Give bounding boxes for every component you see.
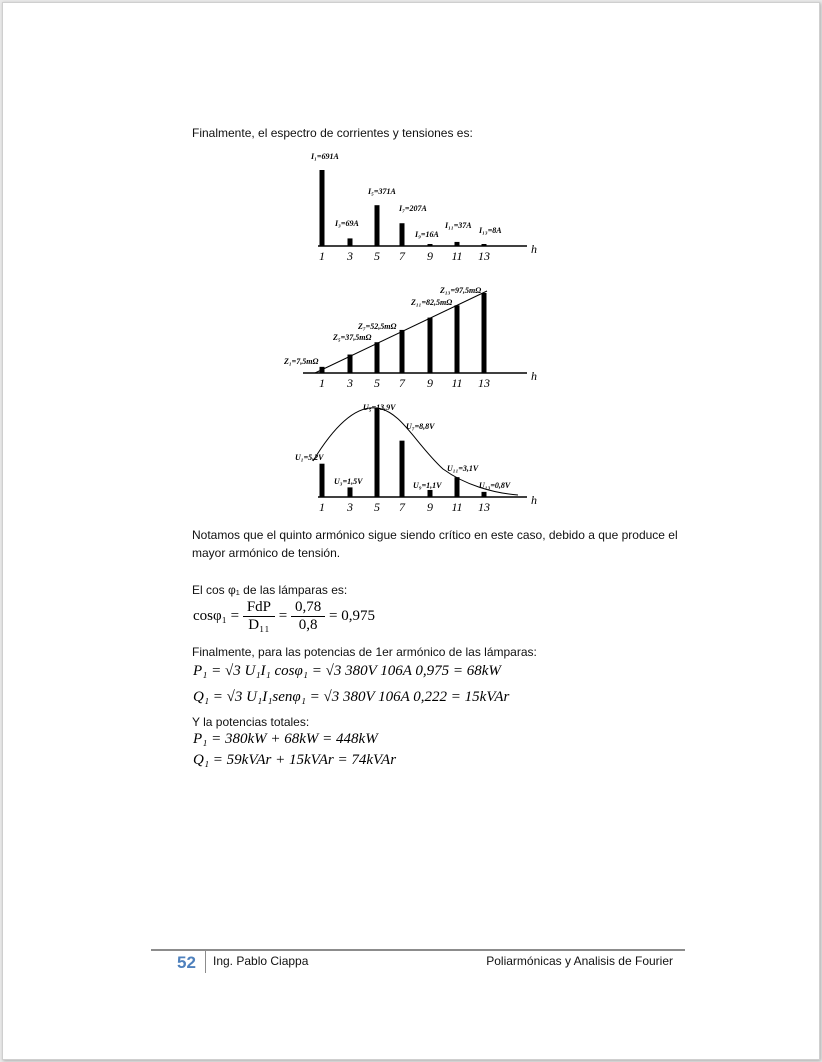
current-tick-label: 3: [347, 249, 353, 263]
footer-author: Ing. Pablo Ciappa: [213, 954, 309, 968]
current-tick-label: 1: [319, 249, 325, 263]
voltage-bar-h5: [375, 408, 380, 497]
total-intro: Y la potencias totales:: [192, 715, 310, 729]
label-i3: I₃=69A: [335, 219, 359, 228]
value-fraction: [291, 599, 325, 634]
current-bar-h3: [348, 238, 353, 246]
intro-text: Finalmente, el espectro de corrientes y tensiones es:: [192, 126, 473, 140]
value-denominator: 0,8: [298, 617, 318, 633]
note-line-1: Notamos que el quinto armónico sigue siendo crítico en este caso, debido a que produce el: [192, 528, 678, 542]
footer-divider: [151, 949, 685, 951]
impedance-bar-h3: [348, 355, 353, 373]
footer-separator: [205, 951, 206, 973]
voltage-tick-label: 11: [451, 500, 463, 514]
note-line-2: mayor armónico de tensión.: [192, 546, 341, 560]
qt-equation: Q₁ = 59kVAr + 15kVAr = 74kVAr: [193, 752, 397, 768]
current-spectrum-chart: [310, 152, 537, 263]
label-u3: U₃=1,5V: [334, 477, 363, 486]
pt-equation: P₁ = 380kW + 68kW = 448kW: [193, 731, 378, 747]
label-z7: Z₇=52,5mΩ: [358, 322, 397, 331]
footer-title: Poliarmónicas y Analisis de Fourier: [486, 954, 673, 968]
voltage-tick-label: 9: [427, 500, 433, 514]
label-u13: U₁₃=0,8V: [479, 481, 511, 490]
impedance-bar-h1: [320, 367, 325, 373]
label-u9: U₉=1,1V: [413, 481, 442, 490]
impedance-bar-h7: [400, 330, 405, 373]
cos-equation: [193, 599, 375, 634]
impedance-bar-h5: [375, 342, 380, 373]
value-numerator: 0,78: [291, 599, 325, 617]
q1-equation: Q₁ = √3 U₁I₁senφ₁ = √3 380V 106A 0,222 = 15kVAr: [193, 689, 510, 705]
label-i7: I₇=207A: [399, 204, 427, 213]
label-i11: I₁₁=37A: [445, 221, 472, 230]
voltage-bar-h9: [428, 490, 433, 497]
impedance-tick-label: 13: [478, 376, 490, 390]
voltage-tick-label: 3: [347, 500, 353, 514]
cos-result: = 0,975: [329, 607, 375, 624]
impedance-tick-label: 5: [374, 376, 380, 390]
power-intro: Finalmente, para las potencias de 1er armónico de las lámparas:: [192, 645, 537, 659]
impedance-chart: [283, 286, 537, 390]
label-i1: I₁=691A: [311, 152, 339, 161]
voltage-bar-h1: [320, 464, 325, 497]
label-i13: I₁₃=8A: [479, 226, 502, 235]
voltage-tick-label: 5: [374, 500, 380, 514]
impedance-bar-h13: [482, 293, 487, 373]
voltage-tick-label: 7: [399, 500, 405, 514]
voltage-h-label: h: [531, 493, 537, 507]
voltage-bar-h7: [400, 441, 405, 497]
current-bar-h5: [375, 205, 380, 246]
impedance-bar-h11: [455, 305, 460, 373]
current-tick-label: 7: [399, 249, 405, 263]
label-u1: U₁=5,2V: [295, 453, 324, 462]
label-z11: Z₁₁=82,5mΩ: [411, 298, 453, 307]
voltage-tick-label: 13: [478, 500, 490, 514]
current-tick-label: 5: [374, 249, 380, 263]
impedance-bar-h9: [428, 318, 433, 373]
label-i9: I₉=16A: [415, 230, 439, 239]
voltage-tick-label: 1: [319, 500, 325, 514]
current-bar-h9: [428, 244, 433, 246]
p1-equation: P₁ = √3 U₁I₁ cosφ₁ = √3 380V 106A 0,975 = 68kW: [193, 663, 501, 679]
impedance-tick-label: 1: [319, 376, 325, 390]
voltage-bar-h11: [455, 477, 460, 497]
impedance-tick-label: 9: [427, 376, 433, 390]
cos-intro: El cos φ₁ de las lámparas es:: [192, 583, 348, 597]
label-z1: Z₁=7,5mΩ: [284, 357, 319, 366]
current-tick-label: 11: [451, 249, 463, 263]
current-bar-h1: [320, 170, 325, 246]
page: [2, 2, 820, 1060]
current-h-label: h: [531, 242, 537, 256]
impedance-h-label: h: [531, 369, 537, 383]
cos-equals: =: [278, 607, 288, 624]
voltage-bar-h3: [348, 487, 353, 497]
current-tick-label: 9: [427, 249, 433, 263]
impedance-tick-label: 11: [451, 376, 463, 390]
label-z5: Z₅=37,5mΩ: [333, 333, 372, 342]
label-u7: U₇=8,8V: [406, 422, 435, 431]
page-number: 52: [177, 953, 196, 972]
voltage-bar-h13: [482, 492, 487, 497]
current-bar-h13: [482, 244, 487, 246]
label-u5: U₅=13,9V: [363, 403, 396, 412]
current-bar-h7: [400, 223, 405, 246]
label-u11: U₁₁=3,1V: [447, 464, 479, 473]
cos-lhs: cosφ₁ =: [193, 607, 240, 624]
current-tick-label: 13: [478, 249, 490, 263]
fdp-denominator: D₁₁: [248, 617, 270, 633]
impedance-tick-label: 7: [399, 376, 405, 390]
impedance-tick-label: 3: [347, 376, 353, 390]
label-i5: I₅=371A: [368, 187, 396, 196]
voltage-spectrum-chart: [295, 403, 537, 514]
label-z13: Z₁₃=97,5mΩ: [440, 286, 482, 295]
current-bar-h11: [455, 242, 460, 246]
fdp-numerator: FdP: [243, 599, 275, 617]
harmonic-spectrum-figure: [3, 143, 819, 543]
fdp-fraction: [243, 599, 275, 634]
